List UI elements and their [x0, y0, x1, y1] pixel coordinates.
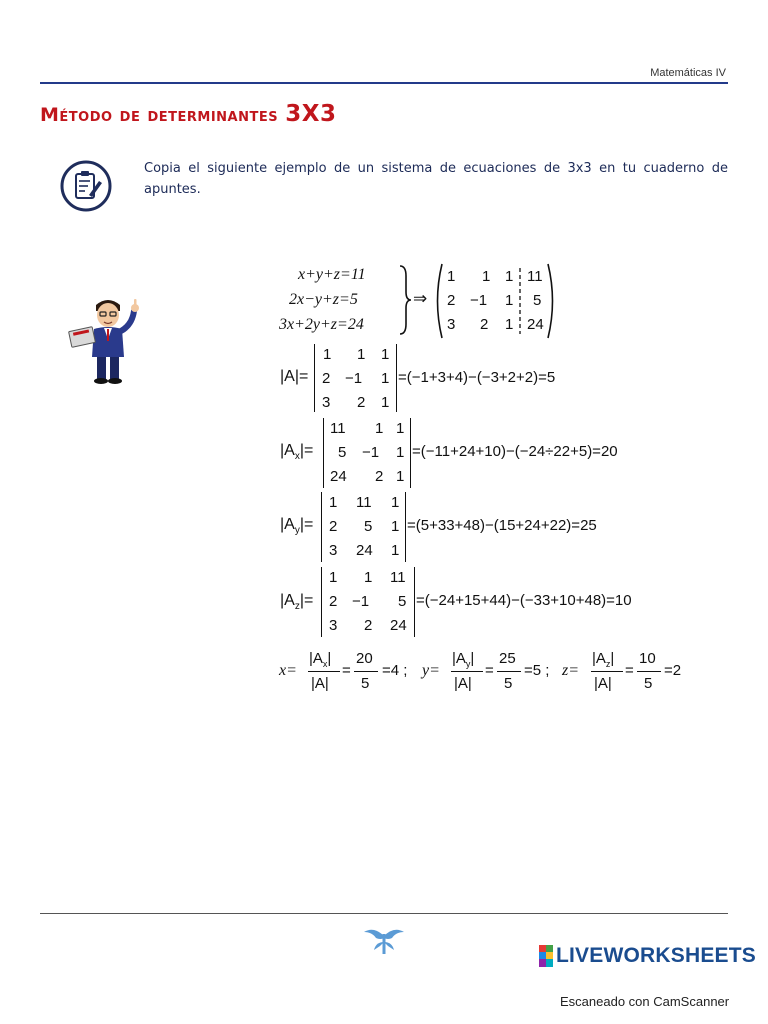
det-letter: A	[284, 592, 295, 609]
aug-cell: 1	[505, 316, 514, 333]
equation-1: x+y+z=11	[298, 266, 366, 283]
aug-cell: 2	[480, 316, 489, 333]
det-bar-right	[405, 492, 406, 562]
det-cell: 1	[381, 346, 390, 363]
det-subscript: y	[294, 525, 300, 537]
det-cell: 1	[364, 569, 373, 586]
det-cell: 1	[391, 494, 400, 511]
det-label: $|A_y|=$	[280, 516, 314, 537]
header-subject: Matemáticas IV	[650, 67, 726, 79]
solution-var: y=	[422, 662, 440, 679]
solution-var: z=	[562, 662, 580, 679]
liveworksheets-brand: LIVEWORKSHEETS	[556, 944, 756, 967]
header-rule	[40, 82, 728, 84]
solution-num: 25	[499, 650, 516, 667]
det-cell: 11	[330, 420, 346, 437]
det-cell: 1	[396, 444, 405, 461]
det-cell: 1	[396, 468, 405, 485]
solution-num-det: $|A_z|$	[592, 650, 615, 669]
det-label: $|A_z|=$	[280, 592, 314, 613]
title-main: Método de determinantes	[40, 104, 279, 126]
badge-square	[546, 952, 553, 959]
solution-result: =2	[664, 662, 682, 679]
solution-result: =5 ;	[524, 662, 550, 679]
aug-cell: 1	[505, 268, 514, 285]
liveworksheets-badge-icon	[539, 945, 553, 967]
equals: =	[342, 662, 351, 679]
solution-var: x=	[279, 662, 297, 679]
det-subscript: x	[294, 451, 300, 463]
det-cell: 5	[338, 444, 347, 461]
det-cell: 2	[329, 593, 338, 610]
det-cell: 2	[375, 468, 384, 485]
aug-cell: 1	[447, 268, 456, 285]
det-bar-right	[410, 418, 411, 488]
solution-num: 10	[639, 650, 656, 667]
solution-num: 20	[356, 650, 373, 667]
det-cell: 5	[398, 593, 407, 610]
det-cell: 1	[381, 370, 390, 387]
det-cell: 5	[364, 518, 373, 535]
aug-cell: 3	[447, 316, 456, 333]
solution-den: 5	[644, 675, 653, 692]
det-cell: 3	[322, 394, 331, 411]
aug-cell: 5	[533, 292, 542, 309]
det-subscript: z	[294, 601, 300, 613]
det-cell: 24	[390, 617, 407, 634]
system-brace	[398, 264, 412, 336]
det-expression: =(−11+24+10)−(−24÷22+5)=20	[412, 443, 618, 460]
aug-cell: 2	[447, 292, 456, 309]
det-bar-left	[321, 492, 322, 562]
det-expression: =(5+33+48)−(15+24+22)=25	[407, 517, 597, 534]
aug-cell: −1	[470, 292, 488, 309]
camscanner-watermark: Escaneado con CamScanner	[560, 994, 730, 1009]
det-bar-left	[314, 344, 315, 412]
equals: =	[485, 662, 494, 679]
fraction-bar	[637, 671, 661, 672]
teacher-illustration	[66, 295, 150, 385]
aug-cell: 1	[482, 268, 491, 285]
title-suffix: 3X3	[285, 101, 337, 127]
badge-square	[546, 959, 553, 967]
solution-den-det: |A|	[454, 675, 472, 692]
det-cell: 11	[356, 494, 372, 511]
footer-rule	[40, 913, 728, 914]
solution-num-det: $|A_x|$	[309, 650, 332, 669]
det-cell: 1	[375, 420, 384, 437]
solution-result: =4 ;	[382, 662, 408, 679]
liveworksheets-logo[interactable]	[539, 942, 756, 970]
det-label: |A|=	[280, 368, 309, 385]
fraction-bar	[308, 671, 340, 672]
det-cell: −1	[352, 593, 370, 610]
det-cell: 3	[329, 542, 338, 559]
det-bar-left	[321, 567, 322, 637]
instruction-text: Copia el siguiente ejemplo de un sistema de ecuaciones de 3x3 en tu cuaderno de apuntes.	[144, 161, 728, 197]
det-cell: 1	[391, 542, 400, 559]
det-letter: A	[284, 368, 295, 385]
badge-square	[539, 952, 546, 959]
equation-2: 2x−y+z=5	[289, 291, 358, 308]
solution-den-det: |A|	[594, 675, 612, 692]
det-cell: 11	[390, 569, 406, 586]
det-expression: =(−1+3+4)−(−3+2+2)=5	[398, 369, 556, 386]
equals: =	[625, 662, 634, 679]
aug-cell: 1	[505, 292, 514, 309]
det-cell: 1	[329, 569, 338, 586]
det-cell: 3	[329, 617, 338, 634]
badge-square	[539, 945, 546, 952]
equation-3: 3x+2y+z=24	[279, 316, 364, 333]
fraction-bar	[591, 671, 623, 672]
solution-den: 5	[361, 675, 370, 692]
fraction-bar	[354, 671, 378, 672]
det-bar-right	[396, 344, 397, 412]
det-cell: 1	[391, 518, 400, 535]
det-cell: 2	[322, 370, 331, 387]
det-cell: 1	[396, 420, 405, 437]
det-cell: 1	[381, 394, 390, 411]
implies-arrow: ⇒	[413, 289, 428, 308]
det-bar-right	[414, 567, 415, 637]
det-cell: 1	[357, 346, 366, 363]
det-cell: 24	[330, 468, 347, 485]
det-cell: 1	[323, 346, 332, 363]
det-cell: 2	[364, 617, 373, 634]
det-cell: −1	[362, 444, 380, 461]
fraction-bar	[497, 671, 521, 672]
aug-cell: 24	[527, 316, 544, 333]
ornament-icon	[362, 924, 406, 956]
badge-square	[546, 945, 553, 952]
det-letter: A	[284, 442, 295, 459]
page-title	[40, 101, 336, 127]
det-cell: 2	[329, 518, 338, 535]
det-bar-left	[323, 418, 324, 488]
det-letter: A	[284, 516, 295, 533]
det-cell: 1	[329, 494, 338, 511]
solution-den-det: |A|	[311, 675, 329, 692]
det-expression: =(−24+15+44)−(−33+10+48)=10	[416, 592, 632, 609]
solution-num-det: $|A_y|$	[452, 650, 475, 669]
det-cell: −1	[345, 370, 363, 387]
det-cell: 2	[357, 394, 366, 411]
det-label: $|A_x|=$	[280, 442, 314, 463]
det-cell: 24	[356, 542, 373, 559]
aug-cell: 11	[527, 268, 543, 285]
fraction-bar	[451, 671, 483, 672]
solution-den: 5	[504, 675, 513, 692]
badge-square	[539, 959, 546, 967]
notebook-icon	[59, 159, 113, 213]
